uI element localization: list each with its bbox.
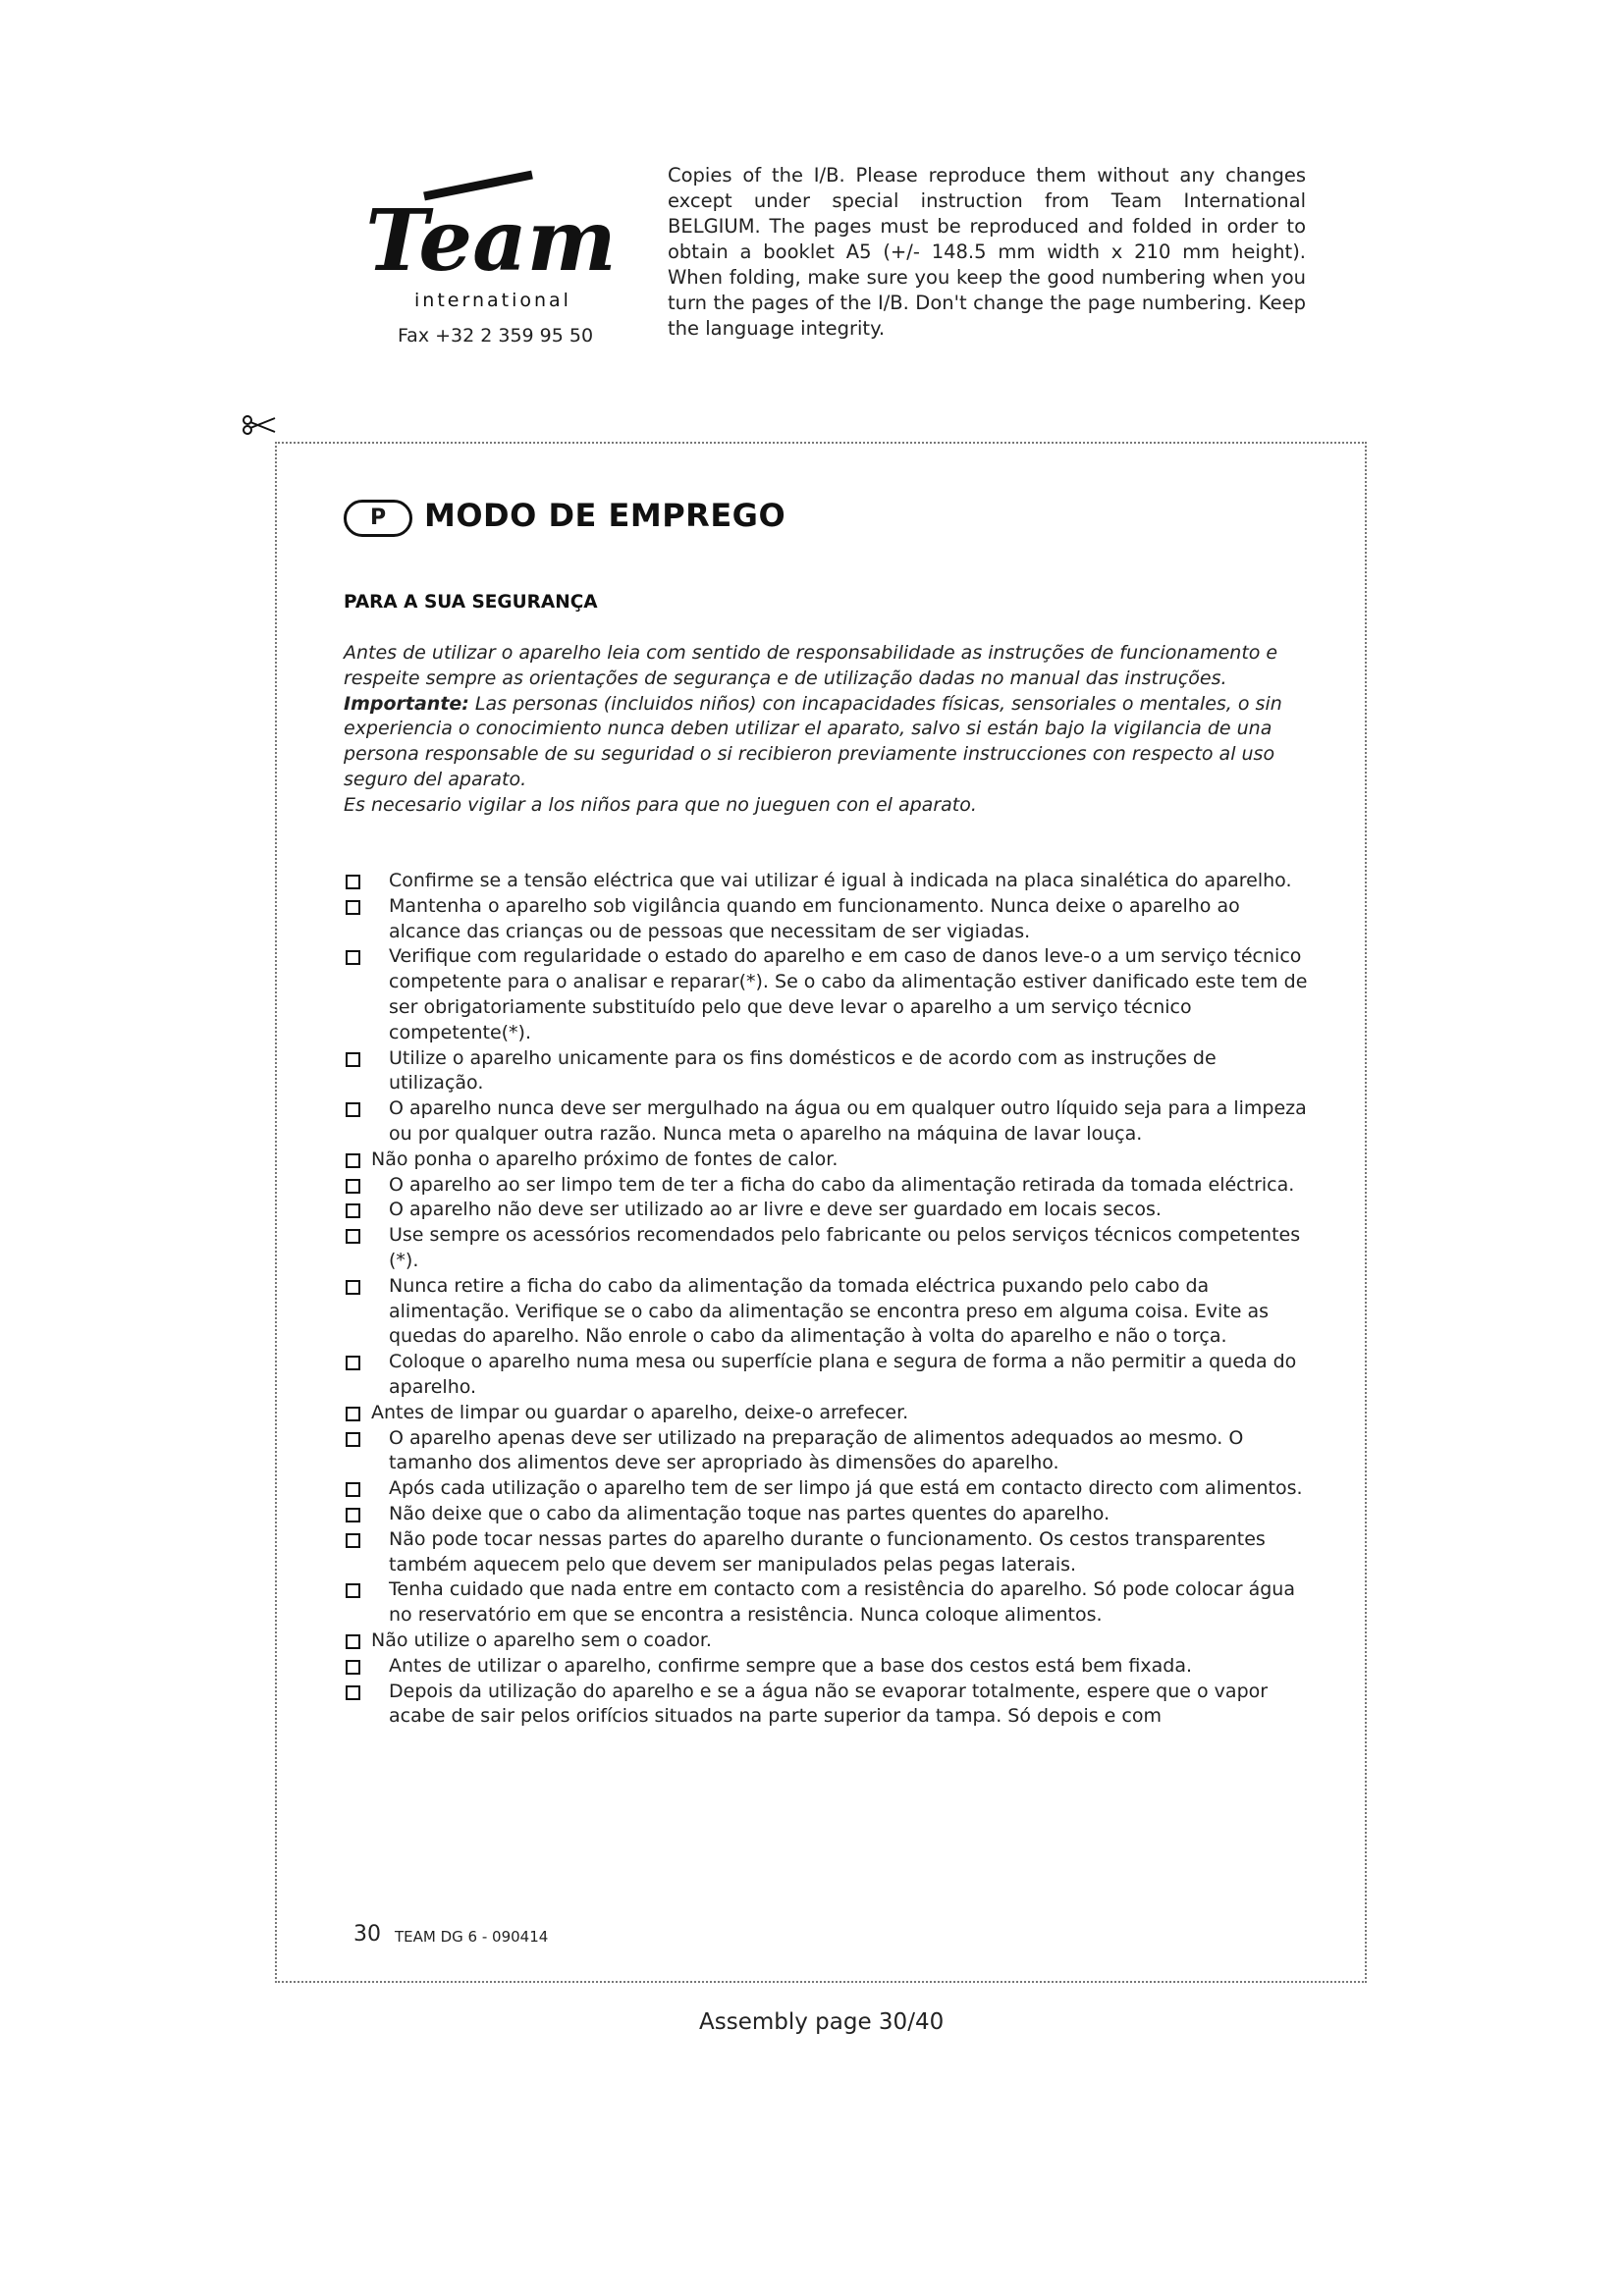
checkbox-bullet-icon — [346, 1179, 360, 1194]
checkbox-bullet-icon — [346, 1685, 360, 1700]
intro-block — [344, 641, 1311, 819]
important-paragraph — [344, 692, 1311, 793]
checkbox-bullet-icon — [346, 950, 360, 965]
page-number: 30 — [353, 1922, 381, 1947]
supervision-note: Es necesario vigilar a los niños para que no jueguen con el aparato. — [344, 793, 977, 816]
checkbox-bullet-icon — [346, 1153, 360, 1168]
reproduction-instructions: Copies of the I/B. Please reproduce them without any changes except under special instruction from Team International BELGIUM. The pages must be reproduced and folded in order to obtain a booklet A5 (+/- 148.5 mm width x 210 mm height). When folding, make sure you keep the good numbering when you turn the pages of the I/B. Don't change the page numbering. Keep the language integrity. — [668, 164, 1306, 340]
checkbox-bullet-icon — [346, 1203, 360, 1218]
checkbox-bullet-icon — [346, 1052, 360, 1067]
list-item: Coloque o aparelho numa mesa ou superfície plana e segura de forma a não permitir a queda do aparelho. — [342, 1350, 1314, 1401]
list-item: Verifique com regularidade o estado do aparelho e em caso de danos leve-o a um serviço técnico competente para o analisar e reparar(*). Se o cabo da alimentação estiver danificado este tem de ser obrigatoriamente substituído pelo que deve levar o aparelho a um serviço técnico competente(*). — [342, 944, 1314, 1045]
list-item: Mantenha o aparelho sob vigilância quando em funcionamento. Nunca deixe o aparelho ao alcance das crianças ou de pessoas que necessitam de ser vigiadas. — [342, 894, 1314, 945]
list-item: Após cada utilização o aparelho tem de ser limpo já que está em contacto directo com alimentos. — [342, 1476, 1314, 1502]
checkbox-bullet-icon — [346, 1508, 360, 1522]
list-item: Antes de utilizar o aparelho, confirme sempre que a base dos cestos está bem fixada. — [342, 1654, 1314, 1680]
checkbox-bullet-icon — [346, 1634, 360, 1649]
list-item: Confirme se a tensão eléctrica que vai utilizar é igual à indicada na placa sinalética do aparelho. — [342, 869, 1314, 894]
list-item: O aparelho não deve ser utilizado ao ar livre e deve ser guardado em locais secos. — [342, 1198, 1314, 1223]
list-item: Nunca retire a ficha do cabo da alimentação da tomada eléctrica puxando pelo cabo da alimentação. Verifique se o cabo da alimentação se encontra preso em alguma coisa. Evite as quedas do aparelho. Não enrole o cabo da alimentação à volta do aparelho e não o torça. — [342, 1274, 1314, 1350]
assembly-page-label: Assembly page 30/40 — [699, 2009, 945, 2035]
language-badge: P — [344, 500, 412, 537]
checkbox-bullet-icon — [346, 1280, 360, 1295]
checkbox-bullet-icon — [346, 1432, 360, 1447]
list-item: Antes de limpar ou guardar o aparelho, deixe-o arrefecer. — [342, 1401, 1314, 1426]
important-label: Importante: — [344, 692, 469, 715]
scissors-icon — [242, 412, 277, 438]
checkbox-bullet-icon — [346, 1102, 360, 1117]
list-item: Não pode tocar nessas partes do aparelho durante o funcionamento. Os cestos transparentes também aquecem pelo que devem ser manipulados pelas pegas laterais. — [342, 1527, 1314, 1578]
checkbox-bullet-icon — [346, 1583, 360, 1598]
list-item: O aparelho nunca deve ser mergulhado na água ou em qualquer outro líquido seja para a limpeza ou por qualquer outra razão. Nunca meta o aparelho na máquina de lavar louça. — [342, 1096, 1314, 1148]
fax-number: Fax +32 2 359 95 50 — [398, 325, 594, 347]
checkbox-bullet-icon — [346, 1407, 360, 1421]
list-item: Utilize o aparelho unicamente para os fins domésticos e de acordo com as instruções de utilização. — [342, 1046, 1314, 1097]
checkbox-bullet-icon — [346, 1482, 360, 1497]
safety-rules-list — [342, 869, 1314, 1730]
checkbox-bullet-icon — [346, 1229, 360, 1244]
checkbox-bullet-icon — [346, 900, 360, 915]
list-item: Não deixe que o cabo da alimentação toque nas partes quentes do aparelho. — [342, 1502, 1314, 1527]
document-code: TEAM DG 6 - 090414 — [395, 1928, 549, 1946]
checkbox-bullet-icon — [346, 1533, 360, 1548]
list-item: Use sempre os acessórios recomendados pelo fabricante ou pelos serviços técnicos competentes (*). — [342, 1223, 1314, 1274]
logo-wordmark: Team — [365, 191, 617, 291]
section-heading: PARA A SUA SEGURANÇA — [344, 592, 598, 613]
team-international-logo — [365, 157, 617, 314]
intro-paragraph: Antes de utilizar o aparelho leia com sentido de responsabilidade as instruções de funcionamento e respeite sempre as orientações de segurança e de utilização dadas no manual das instruções. — [344, 642, 1278, 689]
list-item: Não utilize o aparelho sem o coador. — [342, 1629, 1314, 1654]
page-title: MODO DE EMPREGO — [424, 497, 786, 534]
important-text: Las personas (incluidos niños) con incapacidades físicas, sensoriales o mentales, o sin experiencia o conocimiento nunca deben utilizar el aparato, salvo si están bajo la vigilancia de una persona responsable de su seguridad o si recibieron previamente instrucciones con respecto al uso seguro del aparato. — [344, 692, 1282, 790]
checkbox-bullet-icon — [346, 1660, 360, 1675]
list-item: Depois da utilização do aparelho e se a água não se evaporar totalmente, espere que o vapor acabe de sair pelos orifícios situados na parte superior da tampa. Só depois e com — [342, 1680, 1314, 1731]
checkbox-bullet-icon — [346, 1356, 360, 1370]
list-item: Tenha cuidado que nada entre em contacto com a resistência do aparelho. Só pode colocar água no reservatório em que se encontra a resistência. Nunca coloque alimentos. — [342, 1577, 1314, 1629]
list-item: O aparelho ao ser limpo tem de ter a ficha do cabo da alimentação retirada da tomada eléctrica. — [342, 1173, 1314, 1199]
checkbox-bullet-icon — [346, 875, 360, 889]
list-item: O aparelho apenas deve ser utilizado na preparação de alimentos adequados ao mesmo. O tamanho dos alimentos deve ser apropriado às dimensões do aparelho. — [342, 1426, 1314, 1477]
logo-subtext: international — [414, 290, 571, 311]
list-item: Não ponha o aparelho próximo de fontes de calor. — [342, 1148, 1314, 1173]
